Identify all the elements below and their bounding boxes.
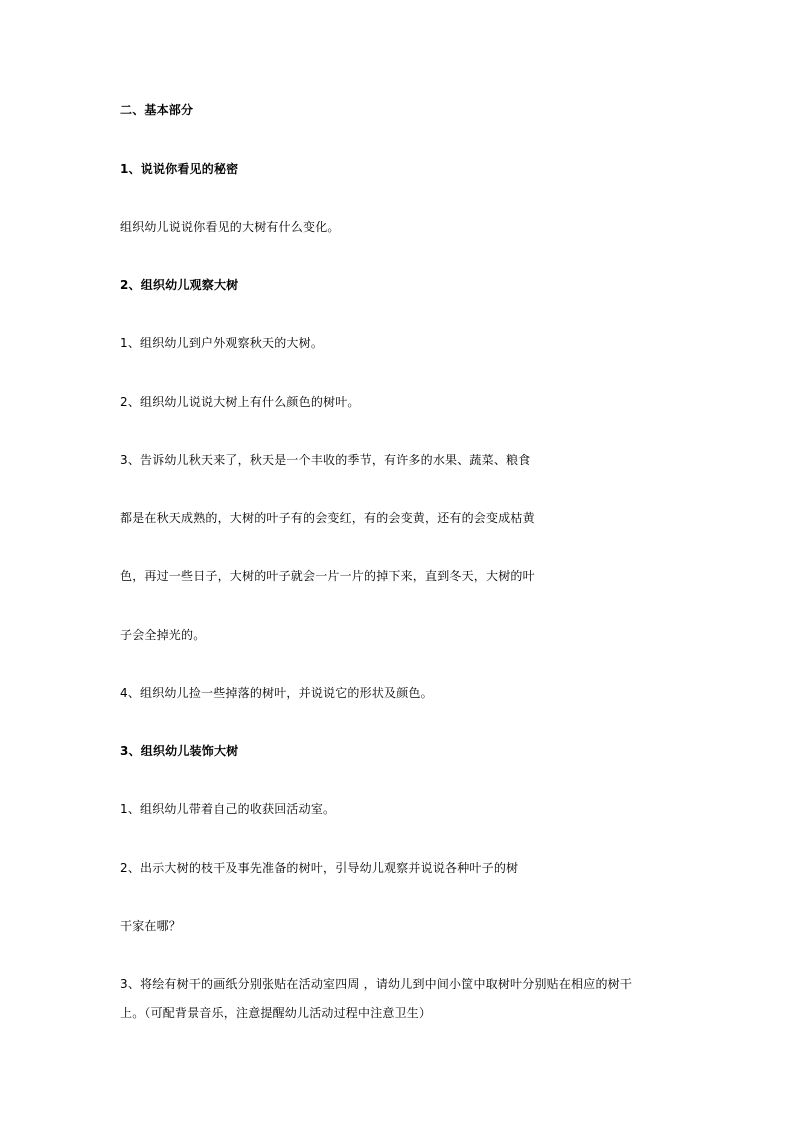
list-item: 1、组织幼儿到户外观察秋天的大树。	[120, 336, 324, 350]
list-item: 3、告诉幼儿秋天来了，秋天是一个丰收的季节，有许多的水果、蔬菜、粮食	[120, 453, 531, 467]
list-item: 4、组织幼儿捡一些掉落的树叶，并说说它的形状及颜色。	[120, 686, 433, 700]
subsection-heading-2: 2、组织幼儿观察大树	[120, 278, 239, 292]
list-item: 2、出示大树的枝干及事先准备的树叶，引导幼儿观察并说说各种叶子的树	[120, 861, 519, 875]
paragraph-continuation: 都是在秋天成熟的，大树的叶子有的会变红，有的会变黄，还有的会变成枯黄	[120, 511, 535, 525]
paragraph-continuation: 干家在哪？	[120, 919, 182, 933]
paragraph-continuation: 色，再过一些日子，大树的叶子就会一片一片的掉下来，直到冬天，大树的叶	[120, 569, 535, 583]
list-item: 1、组织幼儿带着自己的收获回活动室。	[120, 802, 336, 816]
subsection-heading-3: 3、组织幼儿装饰大树	[120, 744, 239, 758]
paragraph: 组织幼儿说说你看见的大树有什么变化。	[120, 220, 340, 234]
subsection-heading-1: 1、说说你看见的秘密	[120, 162, 239, 176]
paragraph-continuation: 上。（可配背景音乐，注意提醒幼儿活动过程中注意卫生）	[120, 1006, 432, 1020]
list-item: 2、组织幼儿说说大树上有什么颜色的树叶。	[120, 395, 360, 409]
paragraph-continuation: 子会全掉光的。	[120, 628, 206, 642]
section-title: 二、基本部分	[120, 103, 194, 117]
list-item: 3、将绘有树干的画纸分别张贴在活动室四周 ，请幼儿到中间小筐中取树叶分别贴在相应的树干	[120, 977, 633, 991]
